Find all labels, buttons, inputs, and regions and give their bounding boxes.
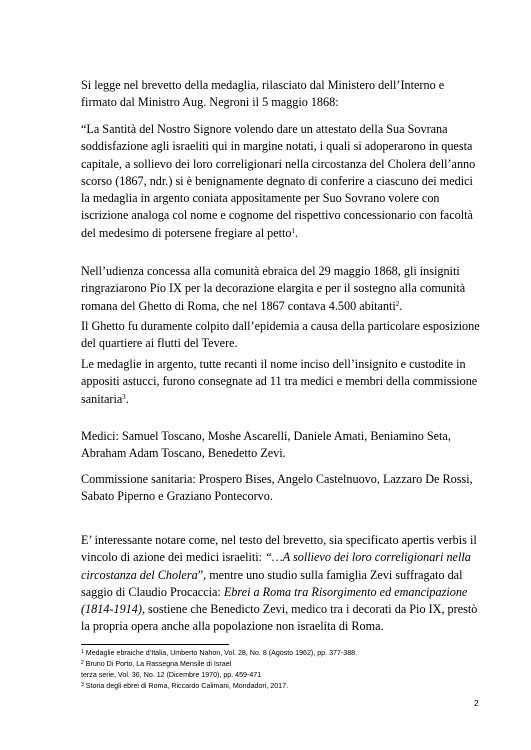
paragraph-audience: Nell’udienza concessa alla comunità ebraica del 29 maggio 1868, gli insigniti ringraziarono Pio IX per la decorazione elargita e per il sostegno alla comunità romana del Ghetto di Roma, che nel 1867 contava 4.500 abitanti$^2$. xyxy=(81,264,466,313)
footnote-ref-1: 1 xyxy=(291,226,295,235)
footnote-ref-2: 2 xyxy=(395,299,400,308)
page-number: 2 xyxy=(474,698,479,708)
paragraph-intro: Si legge nel brevetto della medaglia, rilasciato dal Ministero dell’Interno e firmato dal Ministro Aug. Negroni il 5 maggio 1868: xyxy=(81,78,445,110)
paragraph-ghetto: Il Ghetto fu duramente colpito dall’epidemia a causa della particolare esposizione del quartiere ai flutti del Tevere. xyxy=(81,319,480,351)
footnote-ref-3: 3 xyxy=(122,392,126,401)
footnote-separator xyxy=(81,644,229,645)
quote-italic: “…A sollievo dei loro correligionari nella circostanza del Cholera xyxy=(81,550,471,582)
footnote-1: $^1$ Medaglie ebraiche d’Italia, Umberto Nahon, Vol. 28, No. 8 (Agosto 1962), pp. 377-388. xyxy=(81,649,358,657)
paragraph-analysis: E’ interessante notare come, nel testo del brevetto, sia specificato apertis verbis il vincolo di azione dei medici israeliti: “…A sollievo dei loro correligionari nella circostanza del Cholera”, mentre uno studio sulla famiglia Zevi suffragato dal saggio di Claudio Procaccia: Ebrei a Roma tra Risorgimento ed emancipazione (1814-1914), sostiene che Benedicto Zevi, medico tra i decorati da Pio IX, prestò la propria opera anche alla popolazione non israelita di Roma. xyxy=(81,533,478,634)
paragraph-doctors: Medici: Samuel Toscano, Moshe Ascarelli, Daniele Amati, Beniamino Seta, Abraham Adam Toscano, Benedetto Zevi. xyxy=(81,429,451,461)
paragraph-commission: Commissione sanitaria: Prospero Bises, Angelo Castelnuovo, Lazzaro De Rossi, Sabato Piperno e Graziano Pontecorvo. xyxy=(81,472,473,504)
book-title-italic: Ebrei a Roma tra Risorgimento ed emancipazione (1814-1914) xyxy=(81,584,468,617)
paragraph-medals: Le medaglie in argento, tutte recanti il nome inciso dell’insignito e custodite in appositi astucci, furono consegnate ad 11 tra medici e membri della commissione sanitaria$^3$. xyxy=(81,357,478,406)
footnote-2: $^2$ Bruno Di Porto, La Rassegna Mensile di Israel xyxy=(81,660,232,668)
paragraph-quote: “La Santità del Nostro Signore volendo dare un attestato della Sua Sovrana soddisfazione agli israeliti qui in margine notati, i quali si adoperarono in questa capitale, a sollievo dei loro correligionari nella circostanza del Cholera dell’anno scorso (1867, ndr.) si è benignamente degnato di conferire a ciascuno dei medici la medaglia in argento coniata appositamente per Suo Sovrano volere con iscrizione analoga col nome e cognome del rispettivo concessionario con facoltà del medesimo di potersene fregiare al petto$^1$. xyxy=(81,122,476,240)
footnote-3: $^3$ Storia degli ebrei di Roma, Riccardo Calimani, Mondadori, 2017. xyxy=(81,682,289,690)
footnote-2-continued: terza serie, Vol. 36, No. 12 (Dicembre 1970), pp. 459-471 xyxy=(81,671,262,679)
